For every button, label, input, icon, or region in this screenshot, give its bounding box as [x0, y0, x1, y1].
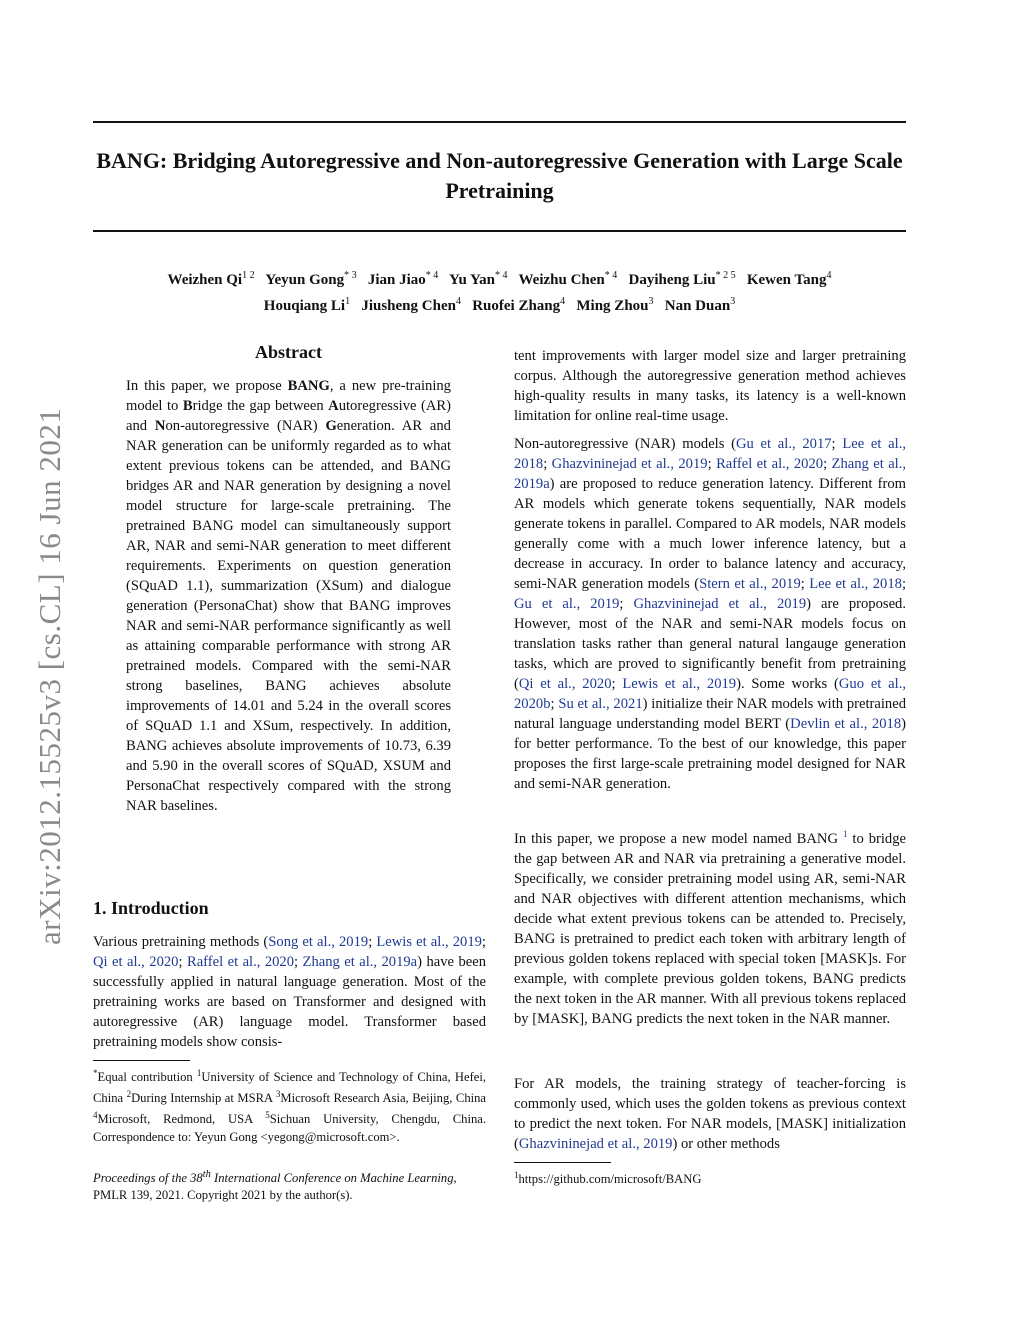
- affiliations-footnote: *Equal contribution $^1$University of Science and Technology of China, Hefei, China $^2$During Internship at MSRA $^3$Microsoft Research Asia, Beijing, China $^4$Microsoft, Redmond, USA $^5$Sichuan University, Chengdu, China. Correspondence to: Yeyun Gong <yegong@microsoft.com>.: [93, 1068, 486, 1144]
- author: Ruofei Zhang$^4$: [472, 296, 566, 314]
- author: Yeyun Gong$^{* 3}$: [265, 270, 357, 288]
- citation-link[interactable]: Stern et al., 2019: [699, 576, 801, 592]
- author-line-2: [93, 291, 906, 317]
- citation-link[interactable]: Song et al., 2019: [268, 934, 369, 950]
- arxiv-stamp: arXiv:2012.15525v3 [cs.CL] 16 Jun 2021: [32, 407, 67, 945]
- citation-link[interactable]: Ghazvininejad et al., 2019: [518, 1136, 673, 1152]
- author: Jiusheng Chen$^4$: [361, 296, 461, 314]
- paper-title: BANG: Bridging Autoregressive and Non-autoregressive Generation with Large Scale Pretraining: [96, 148, 903, 203]
- abstract-heading: Abstract: [255, 342, 322, 362]
- citation-link[interactable]: Guo et al., 2020b: [514, 676, 907, 712]
- author: Dayiheng Liu$^{* 2 5}$: [628, 270, 736, 288]
- citation-link[interactable]: Qi et al., 2020: [518, 676, 612, 692]
- author-list: [93, 265, 906, 317]
- right-paragraph-3: In this paper, we propose a new model named BANG $^1$ to bridge the gap between AR and NAR via pretraining a generative model. Specifically, we consider pretraining model using AR, semi-NAR and NAR objectives with different attention mechanisms, which decide what extent previous tokens can be attended to. Precisely, BANG is pretrained to predict each token with arbitrary length of previous golden tokens replaced with special token [MASK]s. For example, with complete previous golden tokens, BANG predicts the next token in the AR manner. With all previous tokens replaced by [MASK], BANG predicts the next token in the NAR manner.: [514, 829, 906, 1027]
- github-url[interactable]: https://github.com/microsoft/BANG: [518, 1172, 702, 1187]
- title-rule-bottom: [93, 230, 906, 232]
- citation-link[interactable]: Lewis et al., 2019: [622, 676, 737, 692]
- author: Weizhu Chen$^{* 4}$: [518, 270, 618, 288]
- citation-link[interactable]: Raffel et al., 2020: [186, 954, 295, 970]
- citation-link[interactable]: Ghazvininejad et al., 2019: [551, 456, 708, 472]
- author: Weizhen $Qi^{1 2}$: [167, 270, 255, 288]
- author: Houqiang Li$^1$: [263, 296, 351, 314]
- proceedings-note: Proceedings of the 38th International Conference on Machine Learning, PMLR 139, 2021. Copyright 2021 by the author(s).: [93, 1169, 457, 1203]
- right-paragraph-2: Non-autoregressive (NAR) models (Gu et al., 2017; Lee et al., 2018; Ghazvininejad et al., 2019; Raffel et al., 2020; Zhang et al., 2019a) are proposed to reduce generation latency. Different from AR models which generate tokens sequentially, NAR models generate tokens in parallel. Compared to AR models, NAR models generally come with a much lower inference latency, but a decrease in accuracy. In order to balance latency and accuracy, semi-NAR generation models (Stern et al., 2019; Lee et al., 2018; Gu et al., 2019; Ghazvininejad et al., 2019) are proposed. However, most of the NAR and semi-NAR models focus on translation tasks rather than general natural langauge generation tasks, which are proved to significantly benefit from pretraining (Qi et al., 2020; Lewis et al., 2019). Some works (Guo et al., 2020b; Su et al., 2021) initialize their NAR models with pretrained natural language understanding model BERT (Devlin et al., 2018) for better performance. To the best of our knowledge, this paper proposes the first large-scale pretraining model designed for NAR and semi-NAR generation.: [514, 436, 907, 792]
- citation-link[interactable]: Qi et al., 2020: [93, 954, 179, 970]
- citation-link[interactable]: Lee et al., 2018: [514, 436, 906, 472]
- right-paragraph-4: For AR models, the training strategy of teacher-forcing is commonly used, which uses the golden tokens as previous context to predict the next token. For NAR models, [MASK] initialization (Ghazvininejad et al., 2019) or other methods: [514, 1076, 906, 1152]
- citation-link[interactable]: Lee et al., 2018: [809, 576, 902, 592]
- github-footnote: $^1$https://github.com/microsoft/BANG: [514, 1170, 702, 1187]
- author: Kewen Tang$^4$: [746, 270, 832, 288]
- author: Nan Duan$^3$: [664, 296, 736, 314]
- author: Jian Jiao$^{* 4}$: [367, 270, 439, 288]
- citation-link[interactable]: Gu et al., 2019: [514, 596, 620, 612]
- title-rule-top: [93, 121, 906, 123]
- author: Yu Yan$^{* 4}$: [448, 270, 508, 288]
- citation-link[interactable]: Su et al., 2021: [558, 696, 643, 712]
- author-line-1: [93, 265, 906, 291]
- footnote-rule: [514, 1162, 611, 1163]
- abstract-text: In this paper, we propose BANG, a new pre-training model to Bridge the gap between Autoregressive (AR) and Non-autoregressive (NAR) Generation. AR and NAR generation can be uniformly regarded as to what extent previous tokens can be attended, and BANG bridges AR and NAR generation by designing a novel model structure for large-scale pretraining. The pretrained BANG model can simultaneously support AR, NAR and semi-NAR generation to meet different requirements. Experiments on question generation (SQuAD 1.1), summarization (XSum) and dialogue generation (PersonaChat) show that BANG improves NAR and semi-NAR performance significantly as well as attaining comparable performance with strong AR pretrained models. Compared with the semi-NAR strong baselines, BANG achieves absolute improvements of 14.01 and 5.24 in the overall scores of SQuAD 1.1 and XSum, respectively. In addition, BANG achieves absolute improvements of 10.73, 6.39 and 5.90 in the overall scores of SQuAD, XSUM and PersonaChat respectively compared with the strong NAR baselines.: [126, 378, 451, 814]
- citation-link[interactable]: Lewis et al., 2019: [376, 934, 482, 950]
- citation-link[interactable]: Zhang et al., 2019a: [514, 456, 907, 492]
- citation-link[interactable]: Zhang et al., 2019a: [302, 954, 418, 970]
- right-paragraph-1: tent improvements with larger model size and larger pretraining corpus. Although the autoregressive generation method achieves high-quality results in many tasks, its latency is a well-known limitation for online real-time usage.: [514, 348, 906, 424]
- author: Ming Zhou$^3$: [576, 296, 654, 314]
- citation-link[interactable]: Devlin et al., 2018: [790, 716, 902, 732]
- introduction-paragraph: Various pretraining methods (Song et al., 2019; Lewis et al., 2019; Qi et al., 2020; Raffel et al., 2020; Zhang et al., 2019a) have been successfully applied in natural language generation. Most of the pretraining works are based on Transformer and designed with autoregressive (AR) language model. Transformer based pretraining models show consis-: [93, 934, 486, 1050]
- citation-link[interactable]: Gu et al., 2017: [736, 436, 832, 452]
- footnote-marker[interactable]: 1: [842, 829, 848, 839]
- citation-link[interactable]: Ghazvininejad et al., 2019: [633, 596, 807, 612]
- introduction-heading: 1. Introduction: [93, 898, 209, 918]
- footnote-rule: [93, 1060, 190, 1061]
- citation-link[interactable]: Raffel et al., 2020: [716, 456, 824, 472]
